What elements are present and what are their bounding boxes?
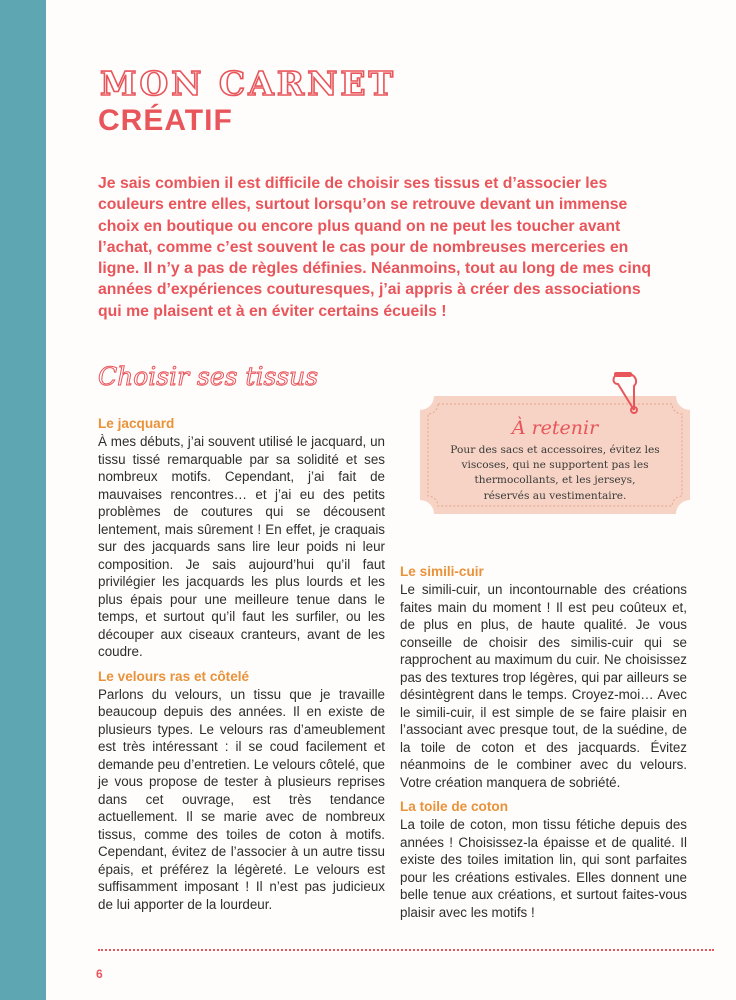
section-title: Choisir ses tissus [98,362,319,391]
side-color-bar [0,0,46,1000]
section-heading-velours: Le velours ras et côtelé [98,668,250,684]
tip-ticket [420,396,690,514]
section-body-velours: Parlons du velours, un tissu que je travaille beaucoup depuis des années. Il en existe de plusieurs types. Le velours ras d’ameublement est très intéressant : il se coud facilement et demande peu d’entretien. Le velours côtelé, que je vous propose de tester à plusieurs reprises dans cet ouvrage, est très tendance actuellement. Il se marie avec de nombreux tissus, comme des toiles de coton à motifs. Cependant, évitez de l’associer à un autre tissu épais, et préférez la légèreté. Le velours est suffisamment imposant ! Il n’est pas judicieux de lui apporter de la lourdeur. [98,686,385,912]
section-heading-simili-cuir: Le simili-cuir [400,564,484,579]
section-heading-toile-coton: La toile de coton [400,799,508,814]
page-title-line-2: CRÉATIF [98,104,233,137]
section-body-toile-coton: La toile de coton, mon tissu fétiche depuis des années ! Choisissez-la épaisse et de qualité. Il existe des toiles imitation lin, qui sont parfaites pour les créations estivales. Elles donnent une belle tenue aux créations, et surtout faites-vous plaisir avec les motifs ! [400,817,687,920]
left-column [98,415,385,920]
page-title-line-1: MON CARNET [100,64,397,103]
section-heading-jacquard: Le jacquard [98,416,175,431]
section-body-jacquard: À mes débuts, j’ai souvent utilisé le jacquard, un tissu tissé remarquable par sa solidité et ses nombreux motifs. Cependant, j’ai fait de mauvaises rencontres… et j’ai eu des petits problèmes de coutures qui se décousent lentement, mais sûrement ! En effet, je craquais sur des jacquards sans lire leur poids ni leur composition. Je sais aujourd’hui qu’il faut privilégier les jacquards les plus lourds et les plus épais pour une meilleure tenue dans le temps, et surtout qu’il faut les surfiler, ou les découper aux ciseaux cranteurs, avant de les coudre. [98,434,385,659]
tip-text: Pour des sacs et accessoires, évitez les viscoses, qui ne supportent pas les thermocollants, et les jerseys, réservés au vestimentaire. [450,444,660,502]
tip-title: À retenir [511,417,599,439]
section-body-simili-cuir: Le simili-cuir, un incontournable des créations faites main du moment ! Il est peu coûteux et, de plus en plus, de haute qualité. Je vous conseille de choisir des similis-cuir qui se rapprochent au maximum du cuir. Ne choisissez pas des textures trop légères, qui par ailleurs se désintègrent dans le temps. Croyez-moi… Avec le simili-cuir, il est simple de se faire plaisir en l’associant avec presque tout, de la suédine, de la toile de coton et des jacquards. Évitez néanmoins de le combiner avec du velours. Votre création manquera de sobriété. [400,582,687,790]
footer-divider [98,949,714,951]
right-column [400,563,687,928]
intro-paragraph: Je sais combien il est difficile de choisir ses tissus et d’associer les couleurs entre elles, surtout lorsqu’on se retrouve devant un immense choix en boutique ou encore plus quand on ne peut les toucher avant l’achat, comme c’est souvent le cas pour de nombreuses merceries en ligne. Il n’y a pas de règles définies. Néanmoins, tout au long de mes cinq années d’expériences couturesques, j’ai appris à créer des associations qui me plaisent et à en éviter certains écueils ! [98,175,652,320]
page-number: 6 [96,967,103,981]
safety-pin-icon [608,370,644,418]
